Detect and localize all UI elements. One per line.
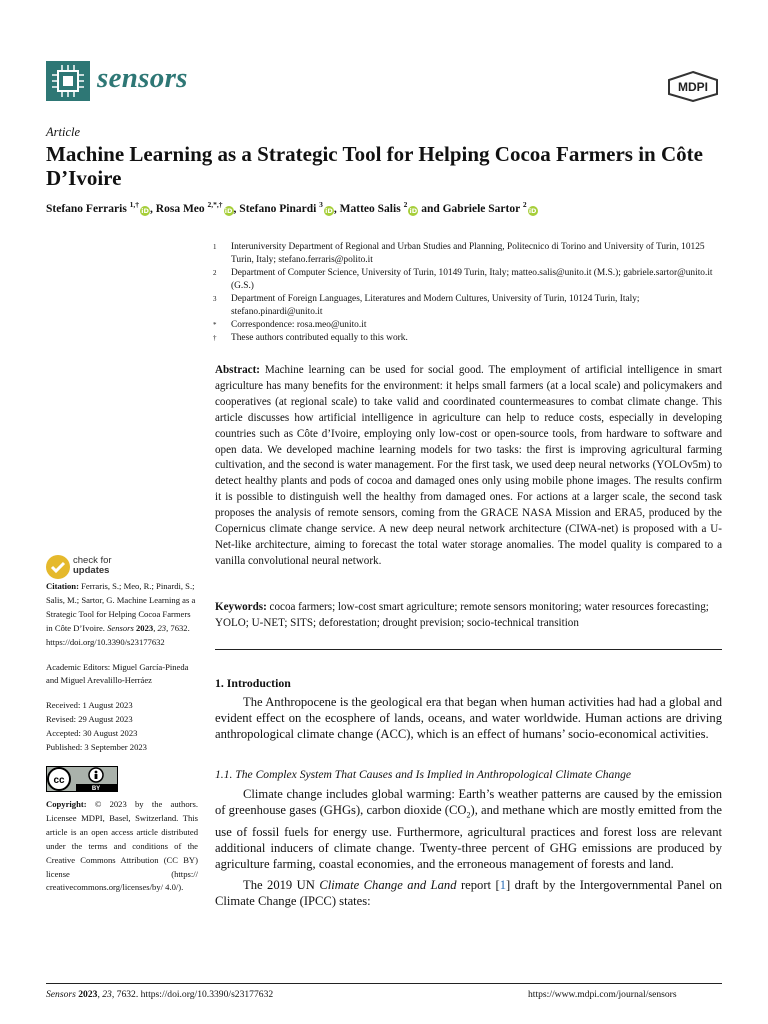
author-separator: and bbox=[418, 202, 443, 215]
affiliation-text: Interuniversity Department of Regional and Urban Studies and Planning, Politecnico di Torino and University of Turin, 10125 Turin, Italy; stefano.ferraris@polito.it bbox=[231, 242, 705, 265]
orcid-icon[interactable]: iD bbox=[141, 206, 149, 215]
author-affiliation-mark: 2,*,† bbox=[207, 200, 223, 209]
intro-paragraph-3: The 2019 UN Climate Change and Land report [1] draft by the Intergovernmental Panel on Climate Change (IPCC) states: bbox=[215, 878, 722, 908]
abstract-label: Abstract: bbox=[215, 364, 260, 376]
affiliation-text: These authors contributed equally to this work. bbox=[231, 333, 408, 343]
footer-journal-link[interactable]: https://www.mdpi.com/journal/sensors bbox=[528, 989, 677, 1000]
checkmark-icon bbox=[46, 555, 70, 579]
keywords-text: cocoa farmers; low-cost smart agriculture; remote sensors monitoring; water resources forecasting; YOLO; U-NET; SITS; deforestation; drought prevision; socio-technical transition bbox=[215, 601, 709, 629]
affiliation-mark: † bbox=[213, 334, 217, 342]
affiliation-item bbox=[213, 241, 723, 267]
footer-citation: Sensors 2023, 23, 7632. https://doi.org/10.3390/s23177632 bbox=[46, 989, 274, 1000]
abstract bbox=[215, 363, 722, 570]
article-title: Machine Learning as a Strategic Tool for Helping Cocoa Farmers in Côte D’Ivoire bbox=[46, 142, 703, 190]
author-separator: , bbox=[150, 202, 156, 215]
orcid-icon[interactable]: iD bbox=[224, 206, 233, 215]
received-date: Received: 1 August 2023 bbox=[46, 700, 133, 711]
affiliation-text: Department of Foreign Languages, Literatures and Modern Cultures, University of Turin, 10124 Turin, Italy; stefano.pinardi@unito.it bbox=[231, 294, 640, 317]
reference-link[interactable]: 1 bbox=[499, 878, 506, 892]
section-divider bbox=[215, 649, 722, 650]
affiliation-item bbox=[213, 319, 723, 332]
section-heading: 1. Introduction bbox=[215, 676, 291, 690]
author-name[interactable]: Stefano Ferraris bbox=[46, 202, 130, 215]
affiliation-mark: * bbox=[213, 321, 217, 329]
affiliation-text: Correspondence: rosa.meo@unito.it bbox=[231, 320, 367, 330]
affiliation-mark: 2 bbox=[213, 269, 217, 277]
author-affiliation-mark: 1,† bbox=[129, 200, 140, 209]
author-affiliation-mark: 2 bbox=[403, 200, 408, 209]
copyright-notice: Copyright: © 2023 by the authors. Licensee MDPI, Basel, Switzerland. This article is an open access article distributed under the terms and conditions of the Creative Commons Attribution (CC BY) license (https:// creativecommons.org/licenses/by/ 4.0/). bbox=[46, 798, 198, 893]
keywords bbox=[215, 600, 722, 632]
author-list bbox=[46, 200, 538, 216]
author-affiliation-mark: 2 bbox=[522, 200, 527, 209]
article-info-sidebar bbox=[46, 580, 198, 895]
author-separator: , bbox=[333, 202, 340, 215]
svg-text:cc: cc bbox=[53, 774, 65, 786]
affiliation-mark: 3 bbox=[213, 295, 217, 303]
author-name[interactable]: Gabriele Sartor bbox=[442, 202, 523, 215]
journal-name[interactable]: sensors bbox=[97, 62, 188, 94]
orcid-icon[interactable]: iD bbox=[409, 206, 418, 215]
check-for-updates-button[interactable]: check for updates bbox=[46, 555, 136, 581]
publication-dates bbox=[46, 699, 198, 755]
keywords-label: Keywords: bbox=[215, 601, 267, 613]
intro-paragraph-1: The Anthropocene is the geological era that began when human activities had had a global and evident effect on the ecosphere of lands, oceans, and water worldwide. Human actions are driving anthropological climate change (ACC), which is an effect of humans’ socio-economical activities. bbox=[215, 695, 722, 741]
journal-logo-icon bbox=[46, 61, 90, 101]
affiliations bbox=[213, 241, 723, 345]
abstract-text: Machine learning can be used for social good. The employment of artificial intelligence in smart agriculture has many benefits for the environment: it helps small farmers (at a local scale) and policymakers and cooperatives (at regional scale) to take valid and coordinated countermeasures to combat climate change. This article discusses how artificial intelligence in agriculture can help to reduce costs, especially in developing countries such as Côte d’Ivoire, employing only low-cost or open-source tools, from hardware to software and open data. We developed machine learning models for two tasks: the first is improving agricultural farming cultivation, and the second is water management. For the first task, we used deep neural networks (YOLOv5m) to detect healthy plants and pods of cocoa and damaged ones only using mobile phone images. The results confirm it is possible to distinguish well the healthy from damaged ones. For actions at a larger scale, the second task proposes the analysis of remote sensors, coming from the GRACE NASA Mission and ERA5, produced by the Copernicus climate change service. A new deep neural network architecture (CIWA-net) is proposed with a U-Net-like architecture, aiming to forecast the total water storage anomalies. The model quality is compared to a vanilla convolutional neural network. bbox=[215, 364, 722, 567]
author-separator: , bbox=[233, 202, 240, 215]
cc-by-license-icon[interactable] bbox=[46, 766, 118, 792]
affiliation-item bbox=[213, 267, 723, 293]
published-date: Published: 3 September 2023 bbox=[46, 742, 147, 753]
intro-paragraph-2: Climate change includes global warming: Earth’s weather patterns are caused by the emission of greenhouse gases (GHGs), carbon dioxide $(CO_2)$, and methane which are mostly emitted from the use of fossil fuels for energy use. Furthermore, agricultural practices and forest loss are relevant additional inducers of climate change. Twenty-three percent of GHG emissions are produced by agriculture farming, coastal economies, and the erroneous management of forests and land. bbox=[215, 787, 722, 871]
affiliation-item bbox=[213, 293, 723, 319]
author-name[interactable]: Rosa Meo bbox=[155, 202, 208, 215]
mdpi-logo[interactable] bbox=[666, 70, 720, 102]
svg-text:MDPI: MDPI bbox=[678, 80, 708, 94]
author-name[interactable]: Matteo Salis bbox=[339, 202, 404, 215]
orcid-icon[interactable]: iD bbox=[325, 206, 333, 215]
affiliation-item bbox=[213, 332, 723, 345]
svg-text:BY: BY bbox=[91, 786, 101, 792]
orcid-icon[interactable]: iD bbox=[528, 206, 537, 215]
article-type: Article bbox=[46, 125, 81, 139]
footer-divider bbox=[46, 983, 722, 984]
affiliation-mark: 1 bbox=[213, 243, 217, 251]
subsection-heading: 1.1. The Complex System That Causes and Is Implied in Anthropological Climate Change bbox=[215, 768, 632, 781]
academic-editors: Academic Editors: Miguel García-Pineda and Miguel Arevalillo-Herráez bbox=[46, 661, 189, 686]
accepted-date: Accepted: 30 August 2023 bbox=[46, 728, 138, 739]
revised-date: Revised: 29 August 2023 bbox=[46, 714, 133, 725]
affiliation-text: Department of Computer Science, University of Turin, 10149 Turin, Italy; matteo.salis@unito.it (M.S.); gabriele.sartor@unito.it (G.S.) bbox=[231, 268, 713, 291]
citation: Citation: Ferraris, S.; Meo, R.; Pinardi, S.; Salis, M.; Sartor, G. Machine Learning as a Strategic Tool for Helping Cocoa Farmers in Côte D’Ivoire. Sensors 2023, 23, 7632. https://doi.org/10.3390/s23177632 bbox=[46, 581, 196, 647]
author-affiliation-mark: 3 bbox=[319, 200, 323, 209]
author-name[interactable]: Stefano Pinardi bbox=[239, 202, 320, 215]
